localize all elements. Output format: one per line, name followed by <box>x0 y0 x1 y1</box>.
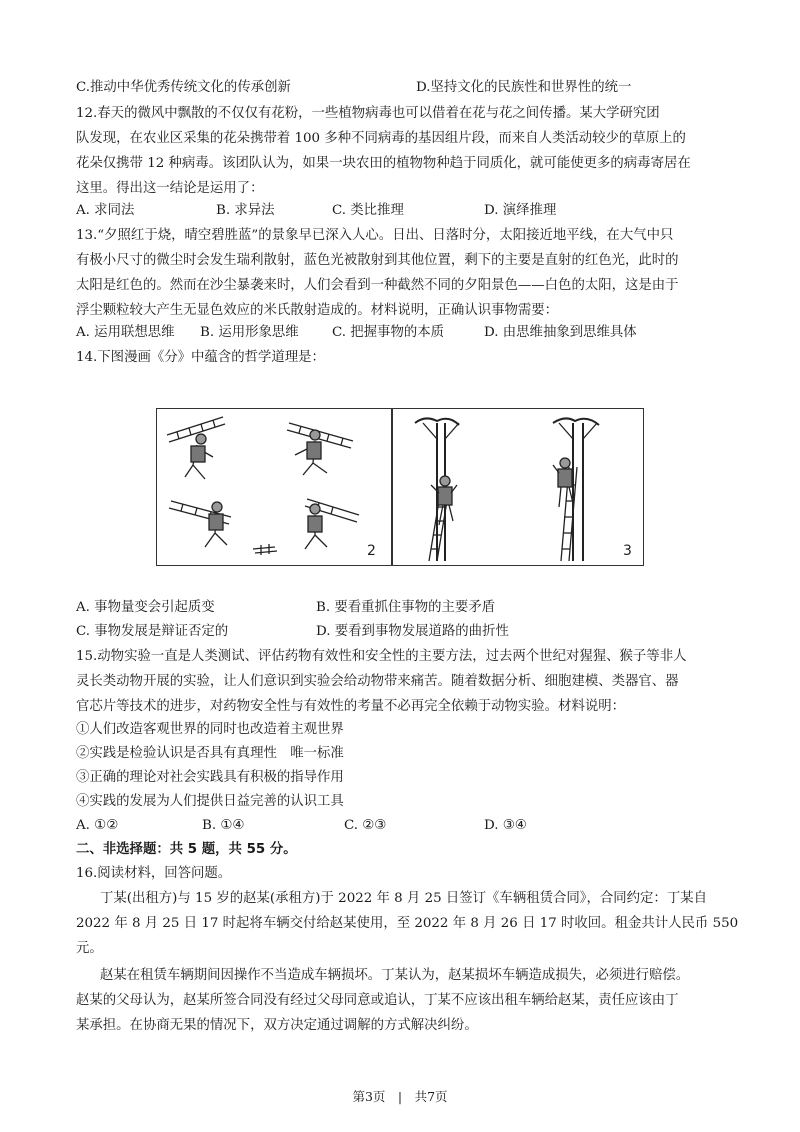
q15-line-1: 15.动物实验一直是人类测试、评估药物有效性和安全性的主要方法，过去两个世纪对猩猩、猴子等非人 <box>76 649 687 664</box>
q15-option-b: B. ①④ <box>202 818 245 833</box>
q14-option-b: B. 要看重抓住事物的主要矛盾 <box>316 600 496 615</box>
q13-option-b: B. 运用形象思维 <box>200 325 299 340</box>
q15-option-c: C. ②③ <box>344 818 387 833</box>
q16-para2-line-1: 赵某在租赁车辆期间因操作不当造成车辆损坏。丁某认为，赵某损坏车辆造成损失，必须进行赔偿。 <box>100 968 690 983</box>
q13-line-1: 13.“夕照红于烧，晴空碧胜蓝”的景象早已深入人心。日出、日落时分，太阳接近地平线，在大气中只 <box>76 228 674 243</box>
q13-option-c: C. 把握事物的本质 <box>332 325 445 340</box>
q12-option-c: C. 类比推理 <box>332 203 404 218</box>
q13-line-2: 有极小尺寸的微尘时会发生瑞利散射，蓝色光被散射到其他位置，剩下的主要是直射的红色光，此时的 <box>76 253 679 268</box>
cartoon-figure <box>156 408 646 568</box>
section-2-heading: 二、非选择题：共 5 题，共 55 分。 <box>76 842 297 857</box>
cartoon-panel-left <box>156 408 392 566</box>
q12-line-3: 花朵仅携带 12 种病毒。该团队认为，如果一块农田的植物物种趋于同质化，就可能使更多的病毒寄居在 <box>76 156 691 171</box>
q15-option-a: A. ①② <box>76 818 119 833</box>
q15-statement-3: ③正确的理论对社会实践具有积极的指导作用 <box>76 770 344 785</box>
q16-para2-line-2: 赵某的父母认为，赵某所签合同没有经过父母同意或追认，丁某不应该出租车辆给赵某，责任应该由丁 <box>76 993 679 1008</box>
q12-line-2: 队发现，在农业区采集的花朵携带着 100 多种不同病毒的基因组片段，而来自人类活动较少的草原上的 <box>76 131 686 146</box>
q15-line-3: 官芯片等技术的进步，对药物安全性与有效性的考量不必再完全依赖于动物实验。材料说明： <box>76 699 626 714</box>
q11-option-d: D.坚持文化的民族性和世界性的统一 <box>416 80 632 95</box>
q13-line-4: 浮尘颗粒较大产生无显色效应的米氏散射造成的。材料说明，正确认识事物需要： <box>76 303 559 318</box>
q16-para2-line-3: 某承担。在协商无果的情况下，双方决定通过调解的方式解决纠纷。 <box>76 1018 478 1033</box>
tree-climbers-illustration <box>393 409 643 565</box>
q13-line-3: 太阳是红色的。然而在沙尘暴袭来时，人们会看到一种截然不同的夕阳景色——白色的太阳，这是由于 <box>76 278 679 293</box>
q13-option-d: D. 由思维抽象到思维具体 <box>484 325 637 340</box>
q12-option-b: B. 求异法 <box>216 203 275 218</box>
panel-number-2: 2 <box>367 543 376 559</box>
q16-para1-line-3: 元。 <box>76 941 103 956</box>
q12-option-d: D. 演绎推理 <box>484 203 557 218</box>
q15-statement-2: ②实践是检验认识是否具有真理性 唯一标准 <box>76 746 344 761</box>
q14-option-d: D. 要看到事物发展道路的曲折性 <box>316 624 509 639</box>
q12-line-4: 这里。得出这一结论是运用了： <box>76 181 264 196</box>
page-footer: 第3页 | 共7页 <box>352 1089 448 1104</box>
q15-line-2: 灵长类动物开展的实验，让人们意识到实验会给动物带来痛苦。随着数据分析、细胞建模、类器官、器 <box>76 674 679 689</box>
ladder-carriers-illustration <box>157 409 391 565</box>
q15-statement-1: ①人们改造客观世界的同时也改造着主观世界 <box>76 722 344 737</box>
q11-option-c: C.推动中华优秀传统文化的传承创新 <box>76 80 291 95</box>
q14-option-c: C. 事物发展是辩证否定的 <box>76 624 229 639</box>
q15-statement-4: ④实践的发展为人们提供日益完善的认识工具 <box>76 794 344 809</box>
q16-para1-line-1: 丁某(出租方)与 15 岁的赵某(承租方)于 2022 年 8 月 25 日签订《车辆租赁合同》，合同约定：丁某自 <box>100 891 707 906</box>
q15-option-d: D. ③④ <box>484 818 527 833</box>
q16-para1-line-2: 2022 年 8 月 25 日 17 时起将车辆交付给赵某使用，至 2022 年 8 月 26 日 17 时收回。租金共计人民币 550 <box>76 916 739 931</box>
q13-option-a: A. 运用联想思维 <box>76 325 175 340</box>
q14-option-a: A. 事物量变会引起质变 <box>76 600 215 615</box>
cartoon-panel-right <box>392 408 644 566</box>
q16-stem: 16.阅读材料，回答问题。 <box>76 866 232 881</box>
panel-number-3: 3 <box>623 543 632 559</box>
q12-option-a: A. 求同法 <box>76 203 135 218</box>
q14-stem: 14.下图漫画《分》中蕴含的哲学道理是： <box>76 350 325 365</box>
q12-line-1: 12.春天的微风中飘散的不仅仅有花粉，一些植物病毒也可以借着在花与花之间传播。某大学研究团 <box>76 106 660 121</box>
